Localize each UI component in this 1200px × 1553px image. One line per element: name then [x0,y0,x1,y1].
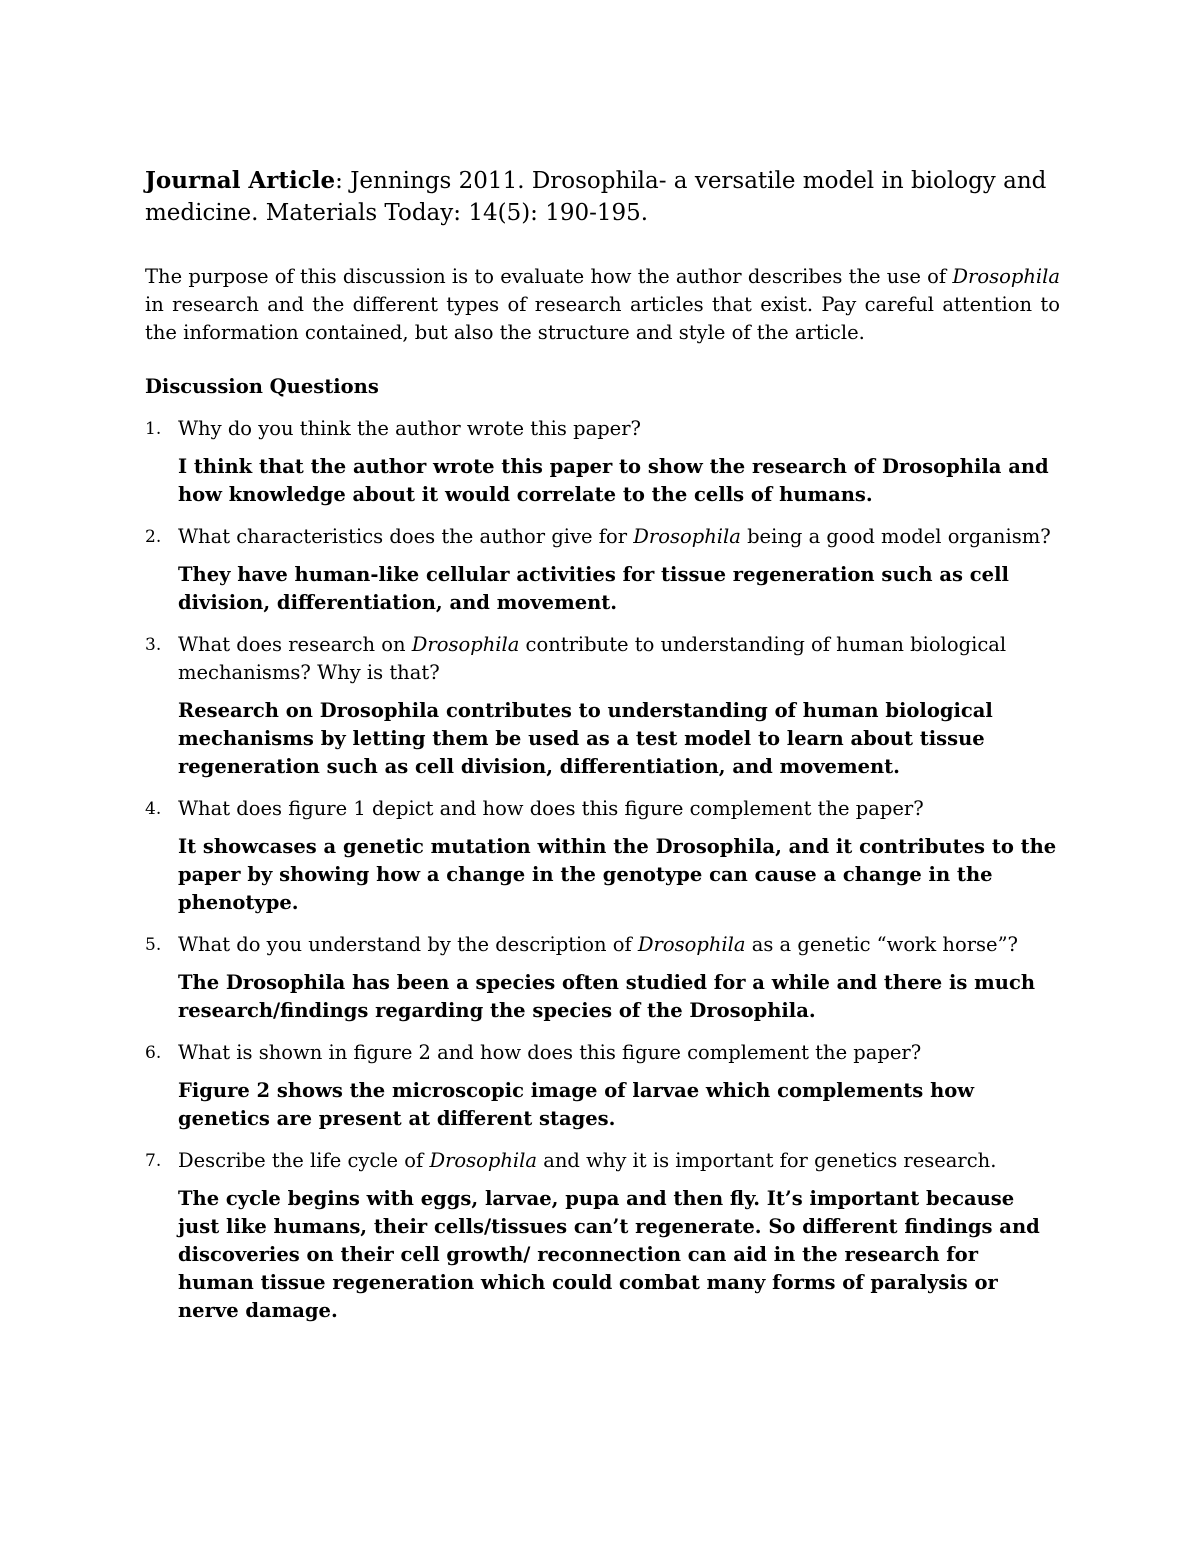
question-item [145,1039,1060,1133]
question-text-start: What characteristics does the author give for [178,525,634,548]
citation-lead: Journal Article [145,167,336,194]
question-text [178,415,1060,443]
intro-italic-term: Drosophila [952,265,1060,288]
question-item [145,1147,1060,1325]
question-italic-term: Drosophila [429,1149,538,1172]
question-text-start: Why do you think the author wrote this paper? [178,417,642,440]
question-number: 6. [145,1043,162,1063]
document-page [145,165,1060,1339]
question-item [145,415,1060,509]
question-text [178,1039,1060,1067]
question-item [145,931,1060,1025]
question-number: 7. [145,1151,162,1171]
question-number: 2. [145,527,162,547]
answer-text: They have human-like cellular activities for tissue regeneration such as cell division, differentiation, and movement. [178,563,1009,614]
question-text [178,523,1060,551]
question-text [178,1147,1060,1175]
question-italic-term: Drosophila [411,633,520,656]
citation-text: : Jennings 2011. Drosophila- a versatile model in biology and medicine. Materials Today: 14(5): 190-195. [145,168,1047,226]
answer-text: Research on Drosophila contributes to understanding of human biological mechanisms by letting them be used as a test model to learn about tissue regeneration such as cell division, differentiation, and movement. [178,699,993,778]
answer-text: The Drosophila has been a species often studied for a while and there is much research/findings regarding the species of the Drosophila. [178,971,1036,1022]
answer-text: The cycle begins with eggs, larvae, pupa and then fly. It’s important because just like humans, their cells/tissues can’t regenerate. So different findings and discoveries on their cell growth/ reconnection can aid in the research for human tissue regeneration which could combat many forms of paralysis or nerve damage. [178,1187,1040,1322]
question-text [178,931,1060,959]
intro-text-end: in research and the different types of research articles that exist. Pay careful attention to the information contained, but also the structure and style of the article. [145,293,1060,344]
question-item [145,795,1060,917]
question-text-end: as a genetic “work horse”? [745,933,1019,956]
question-item [145,631,1060,781]
question-text-start: What do you understand by the description of [178,933,638,956]
intro-text-start: The purpose of this discussion is to evaluate how the author describes the use of [145,265,953,288]
question-italic-term: Drosophila [633,525,741,548]
question-item [145,523,1060,617]
intro-paragraph [145,263,1060,347]
question-text [178,795,1060,823]
answer-text: Figure 2 shows the microscopic image of larvae which complements how genetics are present at different stages. [178,1079,975,1130]
question-number: 4. [145,799,162,819]
question-number: 1. [145,419,162,439]
answer-text: I think that the author wrote this paper to show the research of Drosophila and how knowledge about it would correlate to the cells of humans. [178,455,1049,506]
question-text-start: What does research on [178,633,412,656]
question-text-start: What is shown in figure 2 and how does this figure complement the paper? [178,1041,922,1064]
section-heading: Discussion Questions [145,375,379,398]
question-list [145,415,1060,1325]
question-italic-term: Drosophila [637,933,746,956]
question-text-start: What does figure 1 depict and how does this figure complement the paper? [178,797,924,820]
question-text-end: and why it is important for genetics research. [537,1149,997,1172]
question-text-end: contribute to understanding of human biological mechanisms? Why is that? [178,633,1007,684]
question-number: 5. [145,935,162,955]
question-text-start: Describe the life cycle of [178,1149,430,1172]
question-text-end: being a good model organism? [740,525,1051,548]
question-text [178,631,1060,687]
article-citation [145,165,1060,229]
question-number: 3. [145,635,162,655]
answer-text: It showcases a genetic mutation within the Drosophila, and it contributes to the paper by showing how a change in the genotype can cause a change in the phenotype. [178,835,1057,914]
